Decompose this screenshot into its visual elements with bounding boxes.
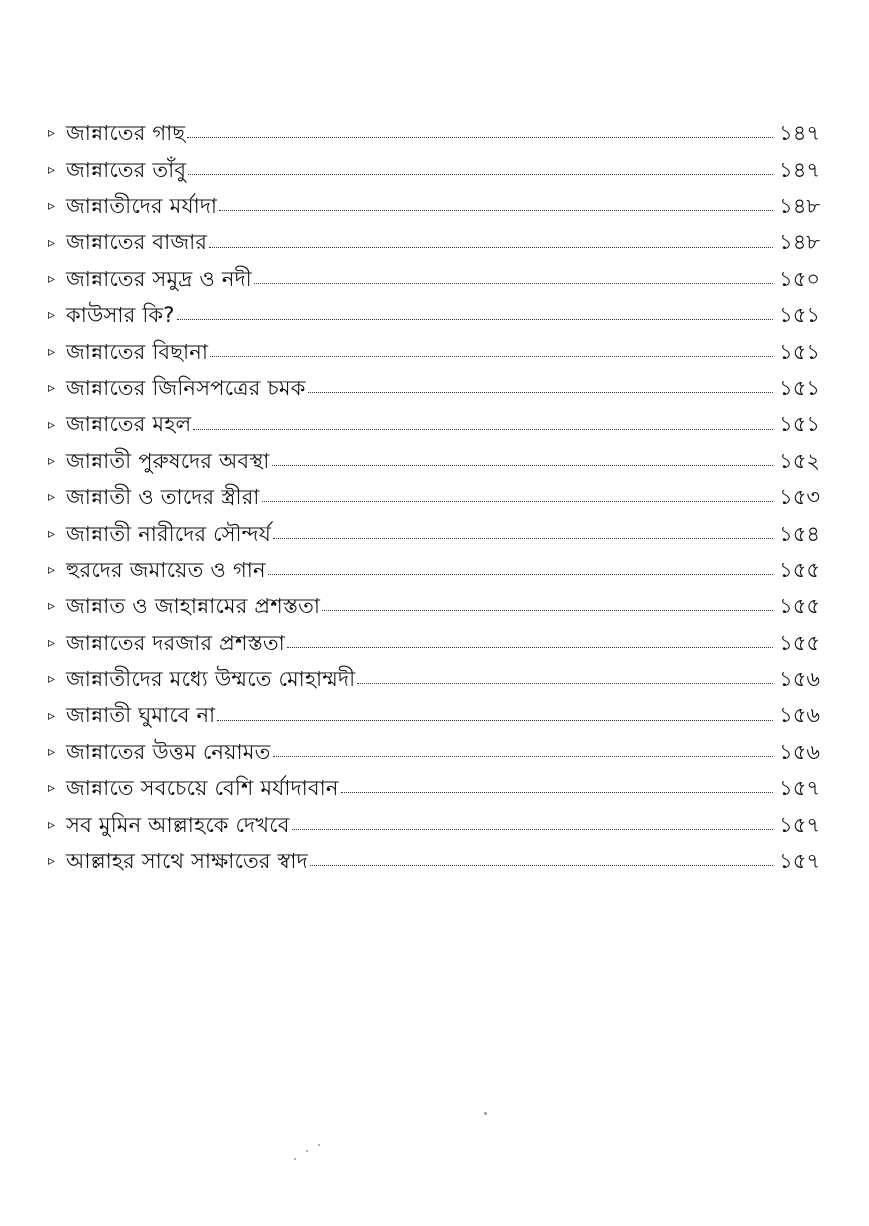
dotted-leader [273, 756, 773, 757]
toc-entry [48, 260, 820, 296]
toc-entry-page-number: ১৪৭ [779, 157, 820, 182]
toc-entry-page-number: ১৪৮ [779, 193, 820, 218]
toc-entry-title: জান্নাতের উত্তম নেয়ামত [66, 739, 271, 764]
toc-entry [48, 733, 820, 769]
toc-entry-title: জান্নাতী ও তাদের স্ত্রীরা [66, 485, 260, 510]
dotted-leader [193, 429, 773, 430]
toc-entry-title: আল্লাহর সাথে সাক্ষাতের স্বাদ [66, 849, 308, 874]
dotted-leader [310, 865, 773, 866]
toc-entry-page-number: ১৪৮ [779, 230, 820, 255]
toc-entry-title: জান্নাতের বাজার [66, 230, 208, 255]
bullet-triangle-icon: ▹ [48, 707, 56, 724]
dotted-leader [287, 647, 773, 648]
bullet-triangle-icon: ▹ [48, 562, 56, 579]
dotted-leader [292, 829, 773, 830]
dotted-leader [254, 283, 773, 284]
dotted-leader [177, 319, 774, 320]
toc-entry-page-number: ১৫৭ [779, 812, 820, 837]
toc-entry-page-number: ১৫৫ [779, 630, 820, 655]
toc-entry-title: জান্নাতী ঘুমাবে না [66, 703, 216, 728]
toc-entry [48, 696, 820, 732]
toc-entry-page-number: ১৫৬ [779, 703, 820, 728]
bullet-triangle-icon: ▹ [48, 198, 56, 215]
dotted-leader [187, 137, 773, 138]
scan-speck [306, 1150, 308, 1152]
dotted-leader [262, 501, 774, 502]
toc-entry [48, 150, 820, 186]
toc-entry [48, 369, 820, 405]
toc-entry [48, 223, 820, 259]
toc-entry-page-number: ১৫১ [779, 303, 820, 328]
toc-entry [48, 514, 820, 550]
bullet-triangle-icon: ▹ [48, 671, 56, 688]
bullet-triangle-icon: ▹ [48, 234, 56, 251]
dotted-leader [341, 792, 773, 793]
bullet-triangle-icon: ▹ [48, 853, 56, 870]
bullet-triangle-icon: ▹ [48, 270, 56, 287]
toc-entry-page-number: ১৫৬ [779, 667, 820, 692]
toc-entry-title: জান্নাত ও জাহান্নামের প্রশস্ততা [66, 594, 321, 619]
toc-entry [48, 623, 820, 659]
toc-entry-page-number: ১৫৬ [779, 739, 820, 764]
toc-entry [48, 296, 820, 332]
toc-entry [48, 842, 820, 878]
toc-entry [48, 805, 820, 841]
toc-entry [48, 660, 820, 696]
bullet-triangle-icon: ▹ [48, 525, 56, 542]
toc-entry-page-number: ১৫০ [779, 266, 820, 291]
toc-entry-page-number: ১৫৫ [779, 594, 820, 619]
bullet-triangle-icon: ▹ [48, 307, 56, 324]
dotted-leader [357, 683, 773, 684]
table-of-contents [48, 114, 820, 878]
bullet-triangle-icon: ▹ [48, 816, 56, 833]
toc-entry-page-number: ১৫৩ [779, 485, 820, 510]
toc-entry-page-number: ১৫২ [779, 448, 820, 473]
dotted-leader [219, 210, 773, 211]
toc-entry-title: জান্নাতী পুরুষদের অবস্থা [66, 448, 270, 473]
bullet-triangle-icon: ▹ [48, 598, 56, 615]
toc-entry-title: জান্নাতের দরজার প্রশস্ততা [66, 630, 285, 655]
toc-entry-title: জান্নাতীদের মর্যাদা [66, 193, 218, 218]
toc-entry-page-number: ১৫৭ [779, 776, 820, 801]
toc-entry-title: জান্নাতের তাঁবু [66, 157, 187, 182]
toc-entry [48, 114, 820, 150]
dotted-leader [268, 574, 773, 575]
toc-entry [48, 442, 820, 478]
toc-entry [48, 769, 820, 805]
toc-entry-title: জান্নাতে সবচেয়ে বেশি মর্যাদাবান [66, 776, 339, 801]
bullet-triangle-icon: ▹ [48, 343, 56, 360]
dotted-leader [210, 356, 773, 357]
dotted-leader [209, 247, 773, 248]
toc-entry [48, 478, 820, 514]
toc-entry-title: জান্নাতের সমুদ্র ও নদী [66, 266, 252, 291]
toc-entry-title: জান্নাতী নারীদের সৌন্দর্য [66, 521, 272, 546]
dotted-leader [272, 465, 774, 466]
bullet-triangle-icon: ▹ [48, 634, 56, 651]
bullet-triangle-icon: ▹ [48, 416, 56, 433]
toc-entry [48, 187, 820, 223]
bullet-triangle-icon: ▹ [48, 744, 56, 761]
toc-entry-title: জান্নাতীদের মধ্যে উম্মতে মোহাম্মদী [66, 667, 356, 692]
toc-entry-title: জান্নাতের জিনিসপত্রের চমক [66, 375, 306, 400]
bullet-triangle-icon: ▹ [48, 780, 56, 797]
toc-entry-title: হুরদের জমায়েত ও গান [66, 557, 266, 582]
toc-entry-title: জান্নাতের বিছানা [66, 339, 209, 364]
dotted-leader [308, 392, 773, 393]
toc-entry-page-number: ১৫১ [779, 339, 820, 364]
toc-entry-title: কাউসার কি? [66, 303, 175, 328]
toc-entry-page-number: ১৫৫ [779, 557, 820, 582]
toc-entry-page-number: ১৫৪ [779, 521, 820, 546]
scan-speck [484, 1112, 487, 1115]
toc-entry [48, 332, 820, 368]
scan-speck [318, 1144, 320, 1146]
dotted-leader [273, 538, 773, 539]
dotted-leader [322, 610, 773, 611]
toc-entry-page-number: ১৫৭ [779, 849, 820, 874]
toc-entry [48, 405, 820, 441]
bullet-triangle-icon: ▹ [48, 380, 56, 397]
dotted-leader [217, 720, 773, 721]
toc-entry [48, 551, 820, 587]
bullet-triangle-icon: ▹ [48, 489, 56, 506]
dotted-leader [188, 174, 773, 175]
toc-entry [48, 587, 820, 623]
bullet-triangle-icon: ▹ [48, 452, 56, 469]
toc-entry-title: জান্নাতের গাছ [66, 121, 186, 146]
toc-entry-title: সব মুমিন আল্লাহকে দেখবে [66, 812, 290, 837]
toc-entry-page-number: ১৫১ [779, 412, 820, 437]
toc-entry-title: জান্নাতের মহল [66, 412, 192, 437]
bullet-triangle-icon: ▹ [48, 161, 56, 178]
toc-entry-page-number: ১৪৭ [779, 121, 820, 146]
toc-entry-page-number: ১৫১ [779, 375, 820, 400]
bullet-triangle-icon: ▹ [48, 125, 56, 142]
scan-speck [294, 1158, 296, 1160]
